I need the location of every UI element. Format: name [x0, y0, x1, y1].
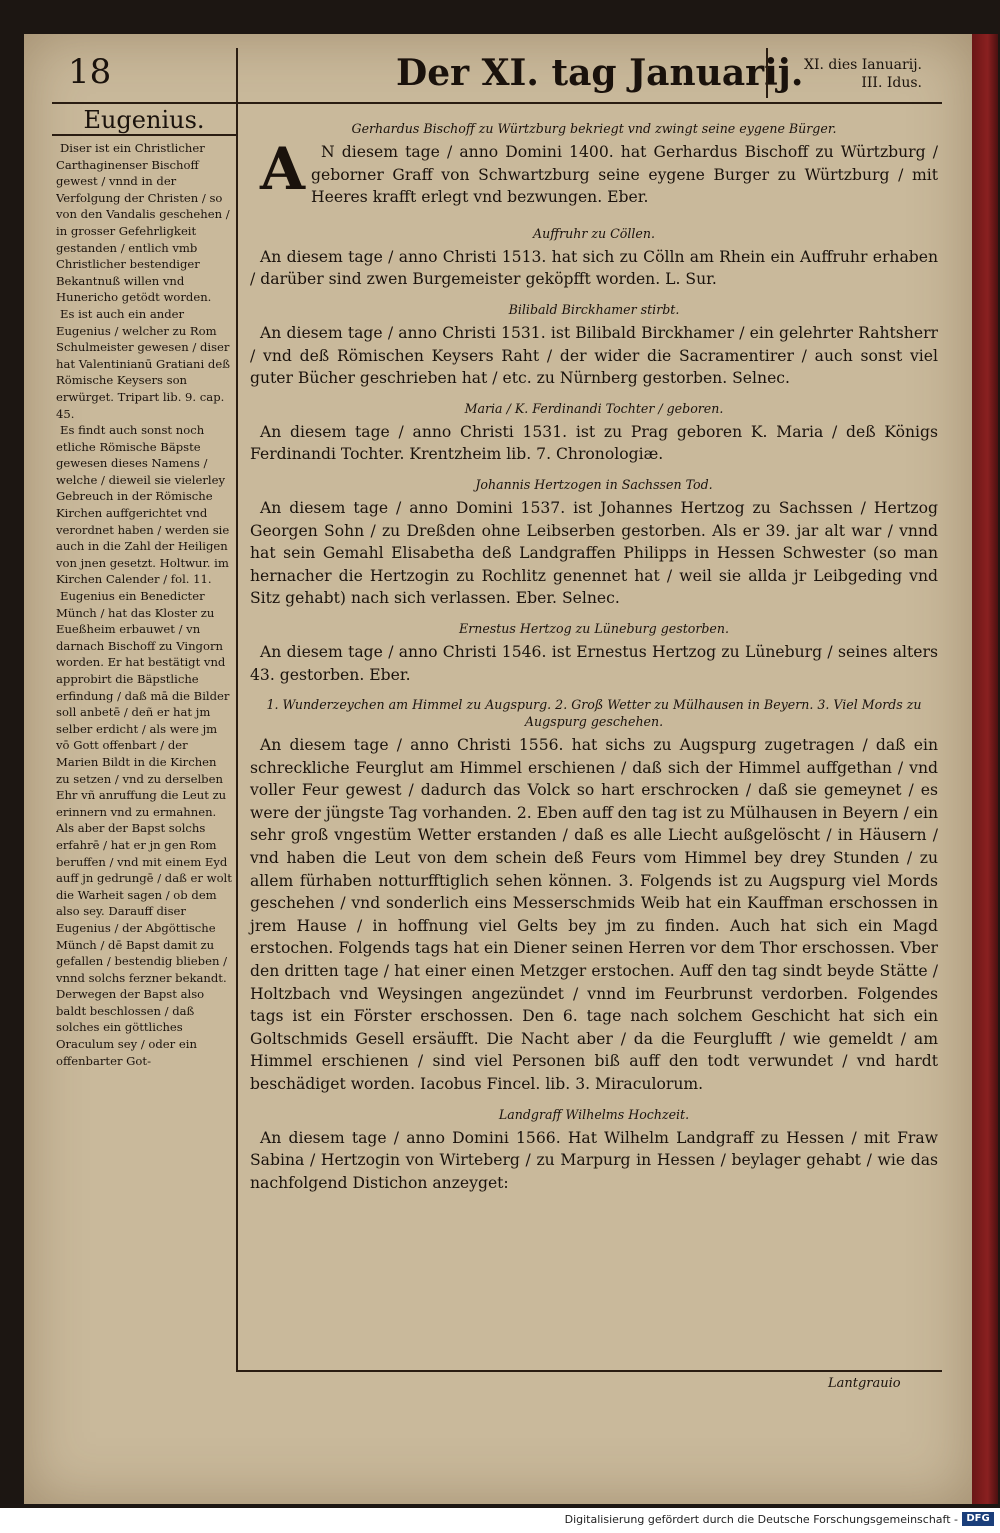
entry-body: N diesem tage / anno Domini 1400. hat Gerhardus Bischoff zu Würtzburg / geborner Graff von Schwartzburg seine eygene Burger zu Würtzburg / mit Heeres krafft erlegt vnd bezwungen. Eber.	[311, 143, 938, 207]
entry-heading: Auffruhr zu Cöllen.	[533, 225, 655, 241]
latin-date-line2: III. Idus.	[861, 75, 922, 91]
book-binding-edge	[972, 34, 998, 1504]
entry-text: An diesem tage / anno Domini 1566. Hat Wilhelm Landgraff zu Hessen / mit Fraw Sabina / Hertzogin von Wirteberg / zu Marpurg in Hessen / beylager gehabt / wie das nachfolgend Distichon anzeyget:	[250, 1128, 938, 1192]
latin-date	[772, 56, 922, 92]
margin-paragraph: Es findt auch sonst noch etliche Römische Bäpste gewesen dieses Namens / welche / dieweil sie vielerley Gebreuch in der Römische Kirchen auffgerichtet vnd verordnet haben / werden sie auch in die Zahl der Heiligen von jnen gesetzt. Holtwur. im Kirchen Calender / fol. 11.	[56, 423, 230, 587]
page-title: Der XI. tag Januarij.	[396, 52, 804, 94]
entry-text: An diesem tage / anno Christi 1531. ist Bilibald Birckhamer / ein gelehrter Rahtsherr / vnd deß Römischen Keysers Raht / der wider die Sacramentirer / auch sonst viel guter Bücher geschrieben hat / etc. zu Nürnberg gestorben. Selnec.	[250, 323, 938, 388]
entry-heading: Gerhardus Bischoff zu Würtzburg bekriegt vnd zwingt seine eygene Bürger.	[351, 121, 837, 136]
dfg-logo-icon: DFG	[962, 1512, 994, 1526]
margin-title: Eugenius.	[83, 106, 205, 134]
drop-capital: A	[260, 135, 306, 203]
entry-heading: Ernestus Hertzog zu Lüneburg gestorben.	[459, 620, 729, 636]
catchword: Lantgrauio	[828, 1376, 901, 1391]
digitization-credit: Digitalisierung gefördert durch die Deutsche Forschungsgemeinschaft -	[564, 1513, 958, 1526]
margin-paragraph: Eugenius ein Benedicter Münch / hat das Kloster zu Eueßheim erbauwet / vn darnach Bischoff zu Vingorn worden. Er hat bestätigt vnd approbirt die Bäpstliche erfindung / daß mā die Bilder soll anbetē / deñ er hat jm selber erdicht / als were jm vō Gott offenbart / der Marien Bildt in die Kirchen zu setzen / vnd zu derselben Ehr vñ anruffung die Leut zu erinnern vnd zu ermahnen. Als aber der Bapst solchs erfahrē / hat er jn gen Rom beruffen / vnd mit einem Eyd auff jn gedrungē / daß er wolt die Warheit sagen / ob dem also sey. Darauff diser Eugenius / der Abgöttische Münch / dē Bapst damit zu gefallen / bestendig blieben / vnnd solchs ferzner bekandt. Derwegen der Bapst also baldt beschlossen / daß solches ein göttliches Oraculum sey / oder ein offenbarter Got-	[56, 589, 232, 1068]
entry-heading: Johannis Hertzogen in Sachssen Tod.	[475, 476, 713, 492]
margin-paragraph: Es ist auch ein ander Eugenius / welcher zu Rom Schulmeister gewesen / diser hat Valentinianū Gratiani deß Römische Keysers son erwürget. Tripart lib. 9. cap. 45.	[56, 306, 230, 421]
entry-heading: Bilibald Birckhamer stirbt.	[508, 301, 680, 317]
entry-text: An diesem tage / anno Christi 1531. ist zu Prag geboren K. Maria / deß Königs Ferdinandi Tochter. Krentzheim lib. 7. Chronologiæ.	[250, 422, 938, 464]
margin-title-rule	[52, 134, 236, 136]
entry-text: An diesem tage / anno Christi 1556. hat sichs zu Augspurg zugetragen / daß ein schreckliche Feurglut am Himmel erschienen / daß sich der Himmel auffgethan / vnd voller Feur gewest / dadurch das Volck so hart erschrocken / daß sie gemeynet / es were der jüngste Tag vorhanden. 2. Eben auff den tag ist zu Mülhausen in Beyern / ein sehr groß vngestüm Wetter erstanden / daß es alle Liecht außgelöscht / in Häusern / vnd haben die Leut von dem schein deß Feurs vom Himmel bey drey Stunden / zu allem fürhaben notturfftiglich sehen können. 3. Folgends ist zu Augspurg viel Mords geschehen / vnd sonderlich eins Messerschmids Weib hat ein Kauffman erschossen in jrem Hause / in hoffnung viel Gelts bey jm zu finden. Auch hat sich ein Magd erstochen. Folgends tags hat ein Diener seinen Herren vor dem Thor erschossen. Vber den dritten tage / hat einer einen Metzger erstochen. Auff den tag sindt beyde Stätte / Holtzbach vnd Weysingen angezündet / vnnd im Feurbrunst verdorben. Folgendes tags ist ein Förster erschossen. Den 6. tage nach solchem Geschicht hat sich ein Goltschmids Gesell ersäufft. Die Nacht aber / da die Feurglufft / wie gemeldt / am Himmel erschienen / sind viel Personen biß auff den todt verwundet / vnd hardt beschädiget worden. Iacobus Fincel. lib. 3. Miraculorum.	[250, 736, 939, 1093]
margin-paragraph: Diser ist ein Christlicher Carthaginenser Bischoff gewest / vnnd in der Verfolgung der Christen / so von den Vandalis geschehen / in grosser Gefehrligkeit gestanden / entlich vmb Christlicher bestendiger Bekantnuß willen vnd Hunericho getödt worden.	[56, 141, 230, 305]
entry-text: An diesem tage / anno Christi 1546. ist Ernestus Hertzog zu Lüneburg / seines alters 43. gestorben. Eber.	[250, 642, 938, 684]
column-divider	[236, 48, 238, 1370]
entry-text	[250, 135, 938, 209]
entry-text: An diesem tage / anno Christi 1513. hat sich zu Cölln am Rhein ein Auffruhr erhaben / darüber sind zwen Burgemeister geköpfft worden. L. Sur.	[250, 247, 938, 289]
entry-heading: Maria / K. Ferdinandi Tochter / geboren.	[464, 400, 724, 416]
header-rule	[52, 102, 942, 104]
footer-rule	[236, 1370, 942, 1372]
entry-heading: 1. Wunderzeychen am Himmel zu Augspurg. 2. Groß Wetter zu Mülhausen in Beyern. 3. Viel Mords zu Augspurg geschehen.	[266, 697, 922, 730]
entry-text: An diesem tage / anno Domini 1537. ist Johannes Hertzog zu Sachssen / Hertzog Georgen Sohn / zu Dreßden ohne Leibserben gestorben. Als er 39. jar alt war / vnnd hat sein Gemahl Elisabetha deß Landgraffen Philipps in Hessen Schwester (so man hernacher die Hertzogin zu Rochlitz genennet hat / weil sie allda jr Leibgeding vnd Sitz gehabt) nach sich verlassen. Eber. Selnec.	[250, 498, 938, 608]
margin-column	[56, 140, 232, 1370]
main-column	[250, 110, 938, 1200]
folio-number: 18	[68, 52, 112, 92]
header-divider	[766, 48, 768, 98]
latin-date-line1: XI. dies Ianuarij.	[804, 57, 922, 73]
entry-heading: Landgraff Wilhelms Hochzeit.	[498, 1106, 690, 1122]
